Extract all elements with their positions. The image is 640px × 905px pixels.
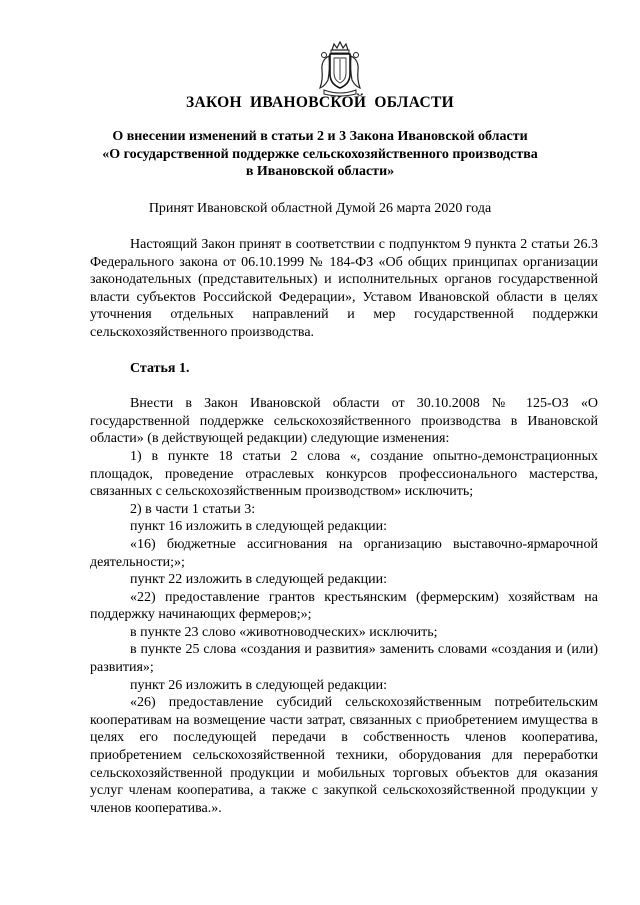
subtitle-line: О внесении изменений в статьи 2 и 3 Закона Ивановской области bbox=[112, 129, 528, 144]
article-paragraph: в пункте 25 слова «создания и развития» заменить словами «создания и (или) развития»; bbox=[90, 642, 598, 676]
article-paragraph: «22) предоставление грантов крестьянским (фермерским) хозяйствам на поддержку начинающих фермеров;»; bbox=[90, 589, 598, 623]
article-paragraph: «26) предоставление субсидий сельскохозяйственным потребительским кооперативам на возмещение части затрат, связанных с приобретением имущества в целях его последующей передачи в собственность членов кооператива, приобретением сельскохозяйственной техники, оборудования для переработки сельскохозяйственной продукции и мобильных торговых объектов для оказания услуг членам кооператива, а также с закупкой сельскохозяйственной продукции у членов кооператива.». bbox=[90, 695, 598, 816]
article-paragraph: Внести в Закон Ивановской области от 30.10.2008 № 125-ОЗ «О государственной поддержке сельскохозяйственного производства в Ивановской области» (в действующей редакции) следующие изменения: bbox=[90, 396, 598, 447]
preamble-paragraph: Настоящий Закон принят в соответствии с подпунктом 9 пункта 2 статьи 26.3 Федерального закона от 06.10.1999 № 184-ФЗ «Об общих принципах организации законодательных (представительных) и исполнительных органов государственной власти субъектов Российской Федерации», Уставом Ивановской области в целях уточнения отдельных направлений и мер государственной поддержки сельскохозяйственного производства. bbox=[90, 237, 598, 340]
coat-of-arms-icon bbox=[316, 40, 364, 98]
adoption-line: Принят Ивановской областной Думой 26 марта 2020 года bbox=[148, 201, 492, 216]
article-paragraph: в пункте 23 слово «животноводческих» исключить; bbox=[130, 624, 438, 640]
document-subtitle bbox=[90, 128, 550, 181]
document-body bbox=[90, 236, 598, 817]
article-heading: Статья 1. bbox=[130, 360, 190, 376]
document-title: ЗАКОН ИВАНОВСКОЙ ОБЛАСТИ bbox=[186, 94, 454, 111]
article-paragraph: 2) в части 1 статьи 3: bbox=[130, 501, 256, 517]
subtitle-line: в Ивановской области» bbox=[245, 164, 395, 179]
article-paragraph: пункт 16 изложить в следующей редакции: bbox=[130, 519, 387, 535]
article-paragraph: «16) бюджетные ассигнования на организацию выставочно-ярмарочной деятельности;»; bbox=[90, 536, 598, 570]
subtitle-line: «О государственной поддержке сельскохозяйственного производства bbox=[102, 146, 538, 162]
article-paragraph: пункт 26 изложить в следующей редакции: bbox=[130, 677, 387, 693]
article-paragraph: 1) в пункте 18 статьи 2 слова «, создание опытно-демонстрационных площадок, проведение отраслевых конкурсов профессионального мастерства, связанных с сельскохозяйственным производством» исключить; bbox=[90, 448, 598, 500]
article-paragraph: пункт 22 изложить в следующей редакции: bbox=[130, 572, 387, 588]
